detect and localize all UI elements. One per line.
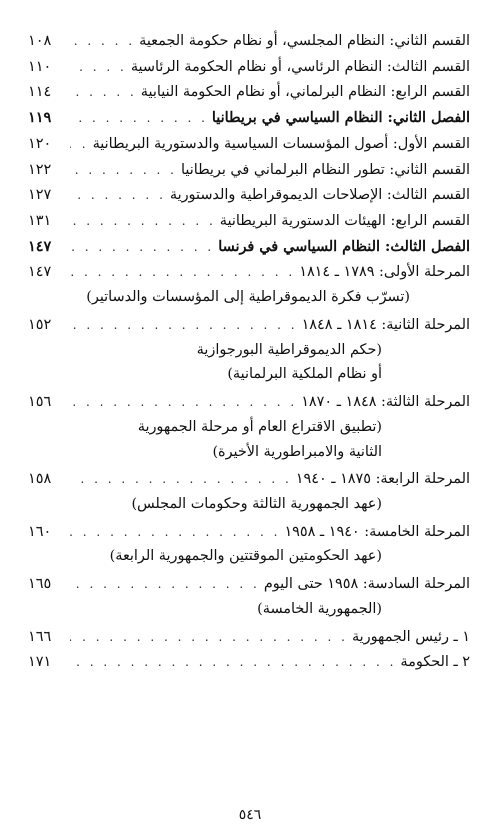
- dot-leader: [70, 525, 280, 541]
- dot-leader: [70, 630, 348, 646]
- toc-entry-title: القسم الرابع: النظام البرلماني، أو نظام الحكومة النيابية: [140, 84, 470, 101]
- toc-page-number: ١١٤: [28, 84, 52, 101]
- period-note: الثانية والامبراطورية الأخيرة): [212, 443, 382, 460]
- period-title: المرحلة الثالثة: ١٨٤٨ ـ ١٨٧٠: [301, 394, 470, 411]
- toc-period-entry: [28, 393, 470, 412]
- toc-page-number: ١٥٢: [28, 316, 52, 333]
- period-title: المرحلة السادسة: ١٩٥٨ حتى اليوم: [263, 576, 470, 593]
- toc-entry-title: القسم الثاني: تطور النظام البرلماني في بريطانيا: [180, 161, 470, 178]
- table-of-contents: [28, 32, 470, 679]
- toc-period-entry: [28, 470, 470, 489]
- toc-page-number: ١٦٦: [28, 628, 52, 645]
- dot-leader: [70, 577, 260, 593]
- toc-page-number: ١٢٧: [28, 187, 52, 204]
- subitem-title: ٢ ـ الحكومة: [400, 654, 470, 671]
- toc-entry: [28, 186, 470, 205]
- toc-period-entry: [28, 575, 470, 594]
- toc-period-entry: [28, 316, 470, 335]
- toc-entry: [28, 161, 470, 180]
- subitem-title: ١ ـ رئيس الجمهورية: [351, 628, 470, 645]
- toc-entry: [28, 135, 470, 154]
- toc-page-number: ١٣١: [28, 213, 52, 230]
- toc-page-number: ١١٠: [28, 58, 52, 75]
- toc-entry-title: القسم الثالث: الإصلاحات الديموقراطية والدستورية: [169, 187, 470, 204]
- period-title: المرحلة الخامسة: ١٩٤٠ ـ ١٩٥٨: [284, 523, 470, 540]
- toc-page-number: ١٠٨: [28, 33, 52, 49]
- period-note: (عهد الجمهورية الثالثة وحكومات المجلس): [131, 495, 382, 512]
- period-title: المرحلة الثانية: ١٨١٤ ـ ١٨٤٨: [301, 316, 470, 333]
- period-note: (حكم الديموقراطية البورجوازية: [196, 341, 382, 358]
- toc-page-number: ١٦٠: [28, 523, 52, 540]
- period-note: (تسرّب فكرة الديموقراطية إلى المؤسسات والدساتير): [86, 289, 410, 306]
- dot-leader: [70, 240, 214, 256]
- toc-entry: [28, 83, 470, 102]
- toc-subitem-entry: [28, 653, 470, 672]
- page-number: ٥٤٦: [238, 807, 262, 823]
- dot-leader: [70, 214, 216, 230]
- toc-chapter-entry: [28, 109, 470, 128]
- toc-page-number: ١٤٧: [28, 264, 52, 281]
- dot-leader: [70, 472, 292, 488]
- dot-leader: [70, 111, 208, 127]
- toc-page-number: ١٥٨: [28, 471, 52, 488]
- toc-entry-title: القسم الأول: أصول المؤسسات السياسية والدستورية البريطانية: [92, 135, 470, 152]
- dot-leader: [70, 318, 298, 334]
- toc-entry-title: الفصل الثالث: النظام السياسي في فرنسا: [218, 237, 470, 255]
- toc-page-number: ١٥٦: [28, 394, 52, 411]
- toc-subitem-entry: [28, 628, 470, 647]
- toc-entry: [28, 212, 470, 231]
- toc-entry-title: القسم الثالث: النظام الرئاسي، أو نظام الحكومة الرئاسية: [130, 58, 470, 75]
- dot-leader: [70, 34, 135, 50]
- toc-page-number: ١٦٥: [28, 576, 52, 593]
- dot-leader: [70, 60, 127, 76]
- dot-leader: [70, 265, 295, 281]
- toc-page-number: ١٢٢: [28, 161, 52, 178]
- toc-entry-title: الفصل الثاني: النظام السياسي في بريطانيا: [211, 109, 470, 127]
- dot-leader: [70, 163, 177, 179]
- dot-leader: [70, 85, 137, 101]
- toc-page-number: ١٧١: [28, 654, 52, 671]
- dot-leader: [70, 395, 297, 411]
- dot-leader: [70, 188, 166, 204]
- toc-entry-title: القسم الثاني: النظام المجلسي، أو نظام حكومة الجمعية: [139, 33, 470, 49]
- dot-leader: [70, 655, 396, 671]
- period-note: (تطبيق الاقتراع العام أو مرحلة الجمهورية: [137, 418, 382, 435]
- toc-page-number: ١١٩: [28, 109, 52, 127]
- toc-entry: [28, 58, 470, 77]
- toc-period-entry: [28, 263, 470, 282]
- dot-leader: [70, 137, 89, 153]
- toc-page-number: ١٢٠: [28, 135, 52, 152]
- toc-period-entry: [28, 523, 470, 542]
- toc-entry-title: القسم الرابع: الهيئات الدستورية البريطانية: [219, 213, 470, 230]
- period-note: (عهد الحكومتين الموقتتين والجمهورية الرابعة): [109, 548, 382, 565]
- period-note: (الجمهورية الخامسة): [257, 600, 382, 617]
- period-note: أو نظام الملكية البرلمانية): [227, 366, 382, 383]
- toc-chapter-entry: [28, 238, 470, 257]
- period-title: المرحلة الأولى: ١٧٨٩ ـ ١٨١٤: [299, 264, 470, 281]
- toc-entry: [28, 32, 470, 51]
- period-title: المرحلة الرابعة: ١٨٧٥ ـ ١٩٤٠: [295, 471, 470, 488]
- toc-page-number: ١٤٧: [28, 237, 52, 255]
